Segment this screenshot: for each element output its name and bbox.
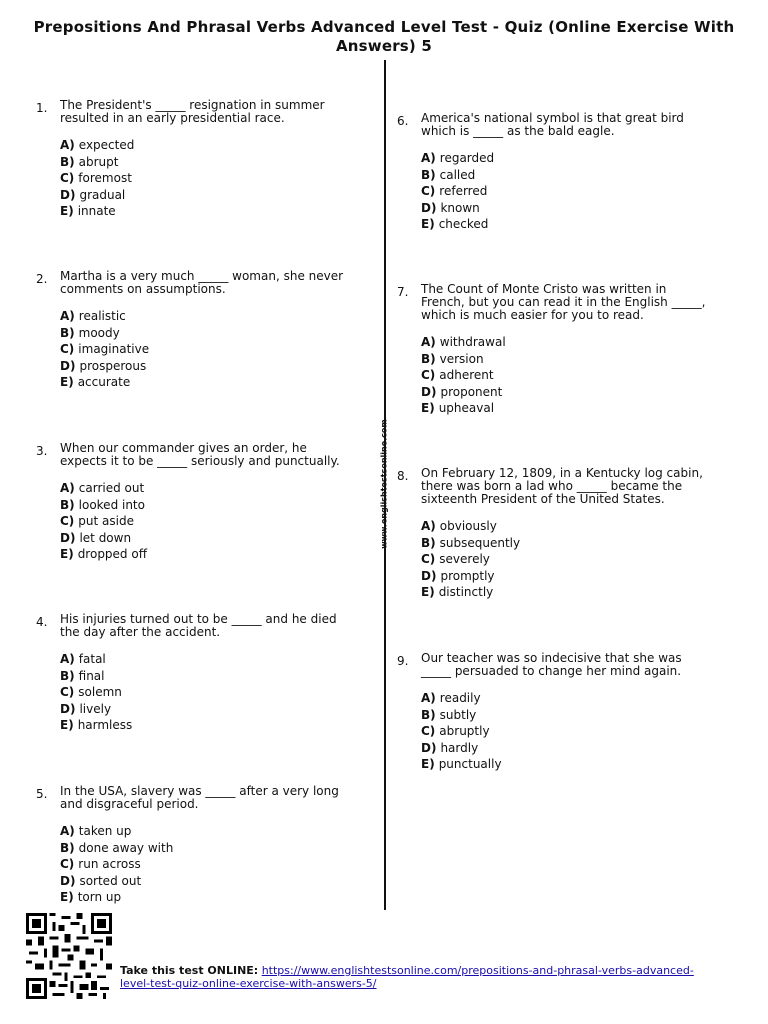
option-b[interactable]: B) moody bbox=[60, 325, 120, 340]
option-e[interactable]: E) checked bbox=[421, 217, 489, 231]
option-e[interactable]: E) punctually bbox=[421, 757, 502, 771]
question-text: The Count of Monte Cristo was written in French, but you can read it in the English _____, which is much easier for you to read. bbox=[421, 282, 706, 322]
question-5 bbox=[36, 785, 351, 906]
question-text: When our commander gives an order, he expects it to be _____ seriously and punctually. bbox=[60, 441, 340, 468]
option-a[interactable]: A) withdrawal bbox=[421, 335, 506, 349]
option-b[interactable]: B) version bbox=[421, 351, 484, 366]
option-list bbox=[36, 137, 351, 220]
option-b[interactable]: B) called bbox=[421, 167, 476, 182]
option-list bbox=[36, 651, 351, 734]
option-b[interactable]: B) subtly bbox=[421, 707, 477, 722]
option-d[interactable]: D) hardly bbox=[421, 740, 479, 755]
option-list bbox=[36, 480, 351, 563]
question-3 bbox=[36, 442, 351, 563]
option-c[interactable]: C) imaginative bbox=[60, 342, 150, 356]
question-text: America's national symbol is that great bird which is _____ as the bald eagle. bbox=[421, 111, 684, 138]
question-9 bbox=[397, 652, 712, 773]
option-a[interactable]: A) regarded bbox=[421, 151, 495, 165]
question-7 bbox=[397, 283, 712, 417]
option-b[interactable]: B) abrupt bbox=[60, 154, 119, 169]
option-d[interactable]: D) known bbox=[421, 200, 480, 215]
option-b[interactable]: B) done away with bbox=[60, 840, 174, 855]
option-c[interactable]: C) abruptly bbox=[421, 724, 490, 738]
option-d[interactable]: D) promptly bbox=[421, 568, 495, 583]
question-1 bbox=[36, 99, 351, 220]
option-e[interactable]: E) upheaval bbox=[421, 401, 495, 415]
option-list bbox=[397, 690, 712, 773]
option-e[interactable]: E) distinctly bbox=[421, 585, 494, 599]
option-a[interactable]: A) taken up bbox=[60, 824, 132, 838]
option-e[interactable]: E) accurate bbox=[60, 375, 131, 389]
option-c[interactable]: C) run across bbox=[60, 857, 141, 871]
question-number: 5. bbox=[36, 787, 48, 801]
option-e[interactable]: E) dropped off bbox=[60, 547, 147, 561]
question-number: 8. bbox=[397, 469, 409, 483]
side-watermark-url: www.englishtestsonline.com bbox=[379, 419, 389, 549]
option-list bbox=[397, 518, 712, 601]
option-c[interactable]: C) referred bbox=[421, 184, 488, 198]
option-d[interactable]: D) gradual bbox=[60, 187, 126, 202]
question-text: His injuries turned out to be _____ and he died the day after the accident. bbox=[60, 612, 337, 639]
question-text: On February 12, 1809, in a Kentucky log cabin, there was born a lad who _____ became the sixteenth President of the United States. bbox=[421, 466, 703, 506]
footer bbox=[120, 964, 720, 990]
option-d[interactable]: D) lively bbox=[60, 701, 112, 716]
question-text: The President's _____ resignation in summer resulted in an early presidential race. bbox=[60, 98, 325, 125]
option-e[interactable]: E) harmless bbox=[60, 718, 133, 732]
question-number: 6. bbox=[397, 114, 409, 128]
question-number: 4. bbox=[36, 615, 48, 629]
question-number: 2. bbox=[36, 272, 48, 286]
option-c[interactable]: C) foremost bbox=[60, 171, 132, 185]
option-e[interactable]: E) torn up bbox=[60, 890, 122, 904]
option-list bbox=[36, 308, 351, 391]
option-d[interactable]: D) sorted out bbox=[60, 873, 142, 888]
page-title: Prepositions And Phrasal Verbs Advanced Level Test - Quiz (Online Exercise With Answers) 5 bbox=[33, 18, 735, 55]
option-c[interactable]: C) severely bbox=[421, 552, 490, 566]
question-6 bbox=[397, 112, 712, 233]
option-e[interactable]: E) innate bbox=[60, 204, 116, 218]
question-8 bbox=[397, 467, 712, 601]
qr-code-icon bbox=[24, 913, 114, 999]
footer-label: Take this test ONLINE: bbox=[120, 964, 259, 977]
option-list bbox=[36, 823, 351, 906]
option-a[interactable]: A) fatal bbox=[60, 652, 106, 666]
option-c[interactable]: C) adherent bbox=[421, 368, 494, 382]
question-4 bbox=[36, 613, 351, 734]
option-list bbox=[397, 334, 712, 417]
option-d[interactable]: D) proponent bbox=[421, 384, 503, 399]
question-number: 9. bbox=[397, 654, 409, 668]
option-a[interactable]: A) expected bbox=[60, 138, 135, 152]
option-c[interactable]: C) put aside bbox=[60, 514, 134, 528]
question-text: Martha is a very much _____ woman, she never comments on assumptions. bbox=[60, 269, 344, 296]
question-number: 3. bbox=[36, 444, 48, 458]
option-a[interactable]: A) realistic bbox=[60, 309, 126, 323]
question-2 bbox=[36, 270, 351, 391]
test-online-link[interactable]: https://www.englishtestsonline.com/prepositions-and-phrasal-verbs-advanced-level-test-quiz-online-exercise-with-answers-5/ bbox=[120, 964, 694, 990]
option-a[interactable]: A) readily bbox=[421, 691, 481, 705]
question-number: 1. bbox=[36, 101, 48, 115]
option-d[interactable]: D) prosperous bbox=[60, 358, 147, 373]
option-b[interactable]: B) looked into bbox=[60, 497, 145, 512]
option-a[interactable]: A) carried out bbox=[60, 481, 145, 495]
option-a[interactable]: A) obviously bbox=[421, 519, 497, 533]
option-c[interactable]: C) solemn bbox=[60, 685, 122, 699]
question-number: 7. bbox=[397, 285, 409, 299]
option-b[interactable]: B) final bbox=[60, 668, 105, 683]
option-b[interactable]: B) subsequently bbox=[421, 535, 521, 550]
question-text: In the USA, slavery was _____ after a very long and disgraceful period. bbox=[60, 784, 339, 811]
option-list bbox=[397, 150, 712, 233]
option-d[interactable]: D) let down bbox=[60, 530, 132, 545]
question-text: Our teacher was so indecisive that she was _____ persuaded to change her mind again. bbox=[421, 651, 682, 678]
